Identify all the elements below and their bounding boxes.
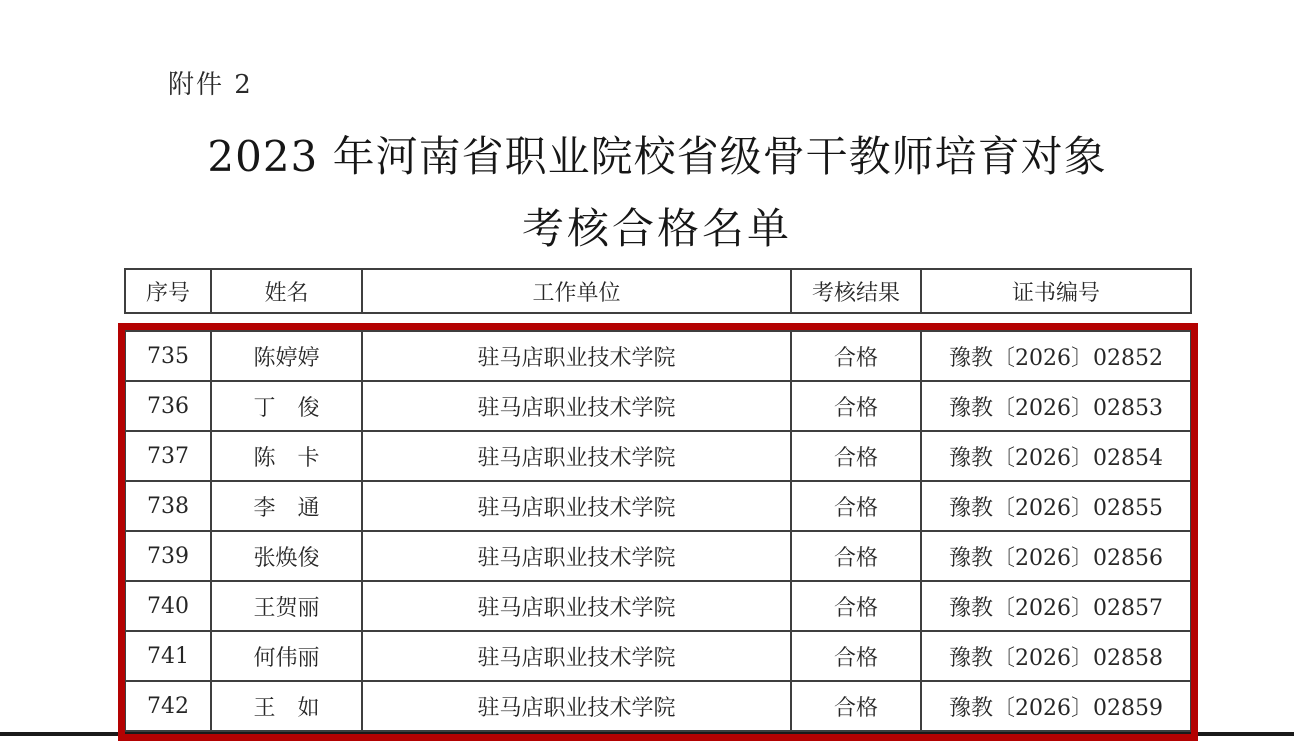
roster-data-table [124, 330, 1192, 732]
cell-name: 陈婷婷 [211, 331, 362, 381]
cell-certificate-number: 豫教〔2026〕02852 [921, 331, 1191, 381]
cell-name: 何伟丽 [211, 631, 362, 681]
cell-assessment-result: 合格 [791, 581, 921, 631]
document-title-line2: 考核合格名单 [521, 204, 792, 253]
cell-serial-number: 740 [125, 581, 211, 631]
document-title-line1: 2023 年河南省职业院校省级骨干教师培育对象 [207, 132, 1107, 181]
header-row [125, 269, 1191, 313]
cell-certificate-number: 豫教〔2026〕02859 [921, 681, 1191, 731]
cell-serial-number: 739 [125, 531, 211, 581]
cell-certificate-number: 豫教〔2026〕02858 [921, 631, 1191, 681]
table-row [125, 331, 1191, 381]
cell-serial-number: 741 [125, 631, 211, 681]
table-row [125, 681, 1191, 731]
cell-certificate-number: 豫教〔2026〕02856 [921, 531, 1191, 581]
cell-serial-number: 736 [125, 381, 211, 431]
column-header-result: 考核结果 [791, 269, 921, 313]
cell-serial-number: 738 [125, 481, 211, 531]
table-row [125, 381, 1191, 431]
cell-certificate-number: 豫教〔2026〕02853 [921, 381, 1191, 431]
column-header-name: 姓名 [211, 269, 362, 313]
table-row [125, 481, 1191, 531]
attachment-label: 附件 2 [168, 70, 253, 100]
cell-name: 陈 卡 [211, 431, 362, 481]
cell-assessment-result: 合格 [791, 381, 921, 431]
cell-serial-number: 742 [125, 681, 211, 731]
cell-assessment-result: 合格 [791, 681, 921, 731]
table-row [125, 581, 1191, 631]
cell-work-unit: 驻马店职业技术学院 [362, 381, 791, 431]
cell-certificate-number: 豫教〔2026〕02857 [921, 581, 1191, 631]
column-header-unit: 工作单位 [362, 269, 791, 313]
column-header-no: 序号 [125, 269, 211, 313]
cell-work-unit: 驻马店职业技术学院 [362, 581, 791, 631]
cell-work-unit: 驻马店职业技术学院 [362, 531, 791, 581]
cell-name: 王贺丽 [211, 581, 362, 631]
cell-assessment-result: 合格 [791, 481, 921, 531]
cell-work-unit: 驻马店职业技术学院 [362, 631, 791, 681]
cell-work-unit: 驻马店职业技术学院 [362, 431, 791, 481]
table-row [125, 531, 1191, 581]
cell-assessment-result: 合格 [791, 631, 921, 681]
column-header-cert: 证书编号 [921, 269, 1191, 313]
cell-name: 张焕俊 [211, 531, 362, 581]
table-row [125, 431, 1191, 481]
cell-serial-number: 735 [125, 331, 211, 381]
cell-assessment-result: 合格 [791, 531, 921, 581]
cell-serial-number: 737 [125, 431, 211, 481]
cell-name: 李 通 [211, 481, 362, 531]
cell-certificate-number: 豫教〔2026〕02854 [921, 431, 1191, 481]
cell-name: 王 如 [211, 681, 362, 731]
cell-work-unit: 驻马店职业技术学院 [362, 481, 791, 531]
table-row [125, 631, 1191, 681]
page-bottom-edge-line [0, 732, 1294, 736]
cell-work-unit: 驻马店职业技术学院 [362, 331, 791, 381]
cell-assessment-result: 合格 [791, 431, 921, 481]
cell-certificate-number: 豫教〔2026〕02855 [921, 481, 1191, 531]
cell-work-unit: 驻马店职业技术学院 [362, 681, 791, 731]
cell-assessment-result: 合格 [791, 331, 921, 381]
cell-name: 丁 俊 [211, 381, 362, 431]
roster-header-table [124, 268, 1192, 314]
